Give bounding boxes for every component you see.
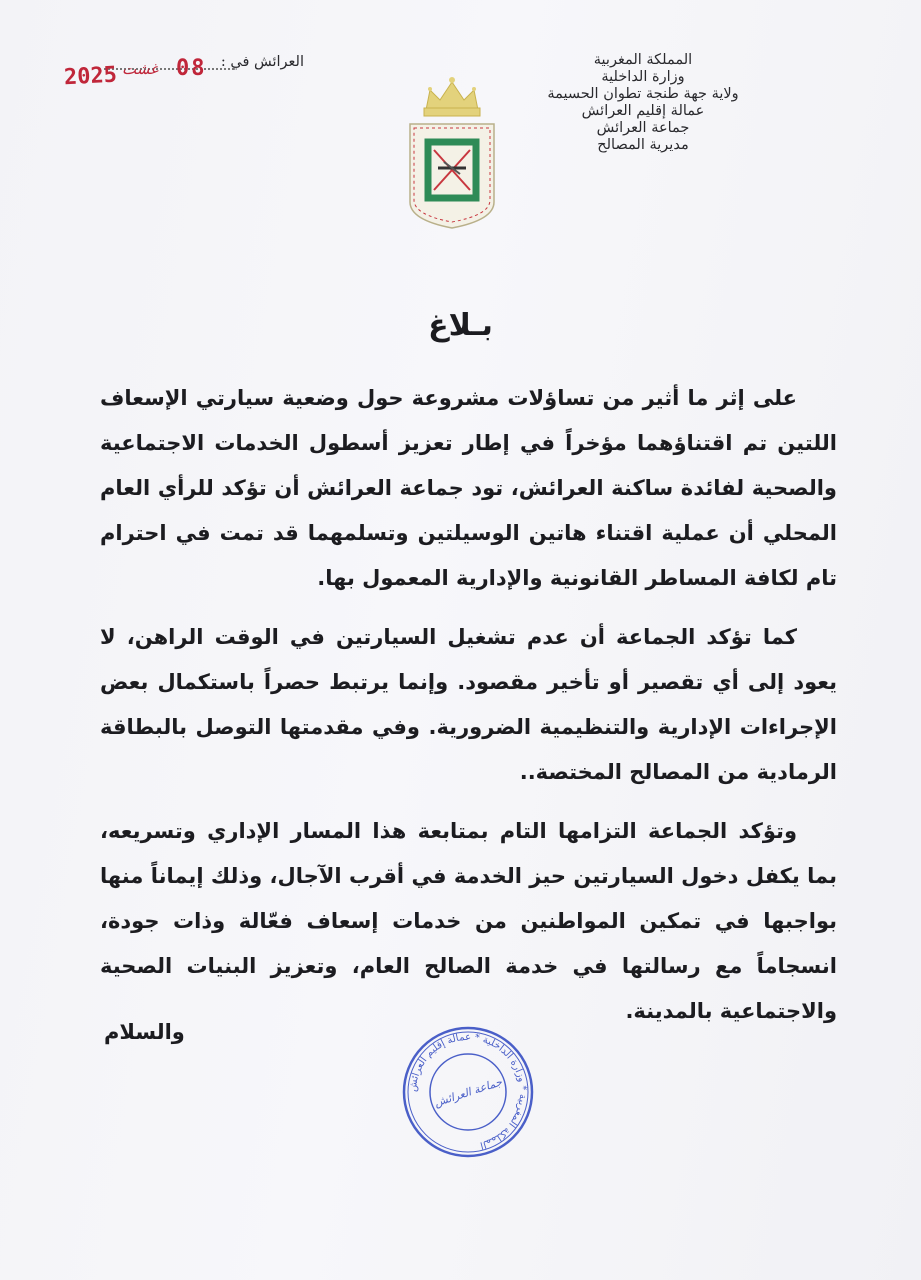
document-body — [100, 376, 837, 1048]
document-title: بـلاغ — [428, 308, 493, 343]
closing-salutation: والسلام — [104, 1020, 185, 1044]
letterhead-line: المملكة المغربية — [593, 52, 693, 68]
letterhead-line: مديرية المصالح — [597, 137, 689, 153]
stamp-center-text: جماعة العرائش — [432, 1075, 504, 1110]
body-paragraph: وتؤكد الجماعة التزامها التام بمتابعة هذا المسار الإداري وتسريعه، بما يكفل دخول السيارتين حيز الخدمة في أقرب الآجال، وذلك إيماناً منها بواجبها في تمكين المواطنين من خدمات إسعاف فعّالة وذات جودة، انسجاماً مع رسالتها في خدمة الصالح العام، وتعزيز البنيات الصحية والاجتماعية بالمدينة. — [100, 819, 837, 1023]
shield-icon — [410, 124, 494, 228]
date-line — [64, 54, 304, 102]
date-year: 2025 — [63, 62, 118, 91]
letterhead-line: جماعة العرائش — [596, 120, 690, 136]
body-paragraph: كما تؤكد الجماعة أن عدم تشغيل السيارتين في الوقت الراهن، لا يعود إلى أي تقصير أو تأخير مقصود. وإنما يرتبط حصراً باستكمال بعض الإجراءات الإدارية والتنظيمية الضرورية. وفي مقدمتها التوصل بالبطاقة الرمادية من المصالح المختصة.. — [100, 625, 837, 784]
letterhead — [493, 52, 793, 154]
body-paragraph: على إثر ما أثير من تساؤلات مشروعة حول وضعية سيارتي الإسعاف اللتين تم اقتناؤهما مؤخراً في إطار تعزيز أسطول الخدمات الاجتماعية والصحية لفائدة ساكنة العرائش، تود جماعة العرائش أن تؤكد للرأي العام المحلي أن عملية اقتناء هاتين الوسيلتين وتسلمهما قد تمت في احترام تام لكافة المساطر القانونية والإدارية المعمول بها. — [100, 386, 837, 590]
stamp-outer-text: المملكة المغربية * وزارة الداخلية * عمالة إقليم العرائش — [407, 1031, 529, 1151]
letterhead-line: عمالة إقليم العرائش — [581, 103, 705, 119]
municipal-emblem-icon — [404, 72, 500, 230]
date-label: العرائش في : — [220, 54, 304, 70]
official-stamp-icon — [400, 1024, 536, 1160]
letterhead-line: وزارة الداخلية — [601, 69, 685, 85]
date-day: 08 — [176, 56, 207, 81]
date-month: غشت — [122, 60, 158, 78]
letterhead-line: ولاية جهة طنجة تطوان الحسيمة — [547, 86, 739, 102]
crown-icon — [424, 77, 480, 116]
